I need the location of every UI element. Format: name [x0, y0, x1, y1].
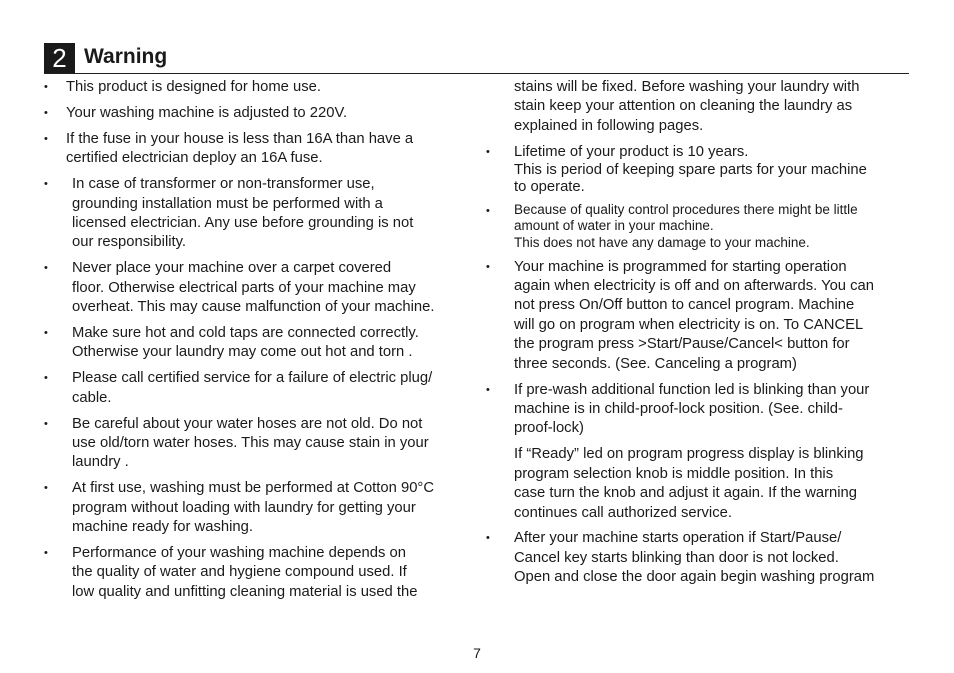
warning-item — [486, 529, 916, 587]
bullet-icon: • — [44, 417, 48, 430]
warning-text: If pre-wash additional function led is blinking than your machine is in child-proof-lock position. (See. child- proof-lock) — [514, 381, 870, 437]
warning-text: Your washing machine is adjusted to 220V. — [66, 104, 348, 121]
right-column — [486, 78, 916, 594]
left-column — [44, 78, 474, 609]
section-number-badge: 2 — [44, 43, 75, 73]
bullet-icon: • — [486, 204, 490, 217]
bullet-icon: • — [44, 81, 48, 93]
bullet-icon: • — [486, 145, 490, 158]
bullet-icon: • — [44, 106, 48, 119]
warning-text: Because of quality control procedures there might be little amount of water in your machine. — [514, 201, 858, 234]
warning-text: After your machine starts operation if Start/Pause/ Cancel key starts blinking than door is not locked. Open and close the door again begin washing program — [514, 530, 875, 586]
warning-item — [44, 544, 474, 602]
warning-text: Be careful about your water hoses are not old. Do not use old/torn water hoses. This may cause stain in your laundry . — [72, 415, 429, 471]
section-title: Warning — [84, 45, 168, 68]
warning-item — [44, 104, 474, 123]
warning-text: This product is designed for home use. — [66, 79, 321, 95]
warning-item — [44, 369, 474, 408]
warning-text-continuation: This does not have any damage to your machine. — [514, 234, 810, 250]
bullet-icon: • — [44, 326, 48, 339]
warning-text: At first use, washing must be performed at Cotton 90°C program without loading with laundry for getting your machine ready for washing. — [72, 480, 435, 536]
warning-text: Never place your machine over a carpet covered floor. Otherwise electrical parts of your machine may overheat. This may cause malfunction of your machine. — [72, 260, 435, 316]
warning-item — [486, 258, 916, 374]
page-number: 7 — [473, 645, 481, 661]
bullet-icon: • — [44, 547, 48, 560]
warning-item — [44, 479, 474, 537]
warning-item — [486, 445, 916, 523]
warning-text: If “Ready” led on program progress display is blinking program selection knob is middle position. In this case turn the knob and adjust it again. If the warning continues call authorized service. — [514, 446, 864, 521]
bullet-icon: • — [486, 532, 490, 545]
bullet-icon: • — [486, 383, 490, 396]
warning-item — [486, 143, 916, 195]
bullet-icon: • — [44, 178, 48, 191]
bullet-icon: • — [44, 372, 48, 385]
warning-item — [44, 324, 474, 363]
warning-text: Your machine is programmed for starting operation again when electricity is off and on afterwards. You can not press On/Off button to cancel program. Machine will go on program when electricity is on. To CANCEL the program press >Start/Pause/Cancel< button for three seconds. (See. Canceling a program) — [514, 258, 875, 372]
warning-text: Please call certified service for a failure of electric plug/ cable. — [72, 370, 433, 406]
warning-text: stains will be fixed. Before washing your laundry with stain keep your attention on cleaning the laundry as explained in following pages. — [514, 79, 860, 134]
warning-item — [486, 202, 916, 252]
warning-item — [486, 381, 916, 439]
bullet-icon: • — [44, 132, 48, 145]
warning-text-continuation: This is period of keeping spare parts for your machine to operate. — [514, 162, 867, 195]
warning-text: Performance of your washing machine depends on the quality of water and hygiene compound used. If low quality and unfitting cleaning material is used the — [72, 545, 418, 600]
bullet-icon: • — [44, 262, 48, 275]
warning-item — [44, 415, 474, 473]
warning-item — [44, 175, 474, 253]
bullet-icon: • — [44, 482, 48, 495]
section-header — [44, 43, 909, 74]
warning-text: Lifetime of your product is 10 years. — [514, 143, 749, 160]
warning-item — [44, 130, 474, 169]
warning-text: Make sure hot and cold taps are connected correctly. Otherwise your laundry may come out hot and torn . — [72, 324, 419, 361]
warning-item — [44, 78, 474, 97]
bullet-icon: • — [486, 260, 490, 273]
warning-text: If the fuse in your house is less than 16A than have a certified electrician deploy an 16A fuse. — [66, 130, 414, 167]
warning-item — [44, 259, 474, 317]
warning-text: In case of transformer or non-transformer use, grounding installation must be performed with a licensed electrician. Any use before grounding is not our responsibility. — [72, 176, 414, 251]
warning-item — [486, 78, 916, 136]
